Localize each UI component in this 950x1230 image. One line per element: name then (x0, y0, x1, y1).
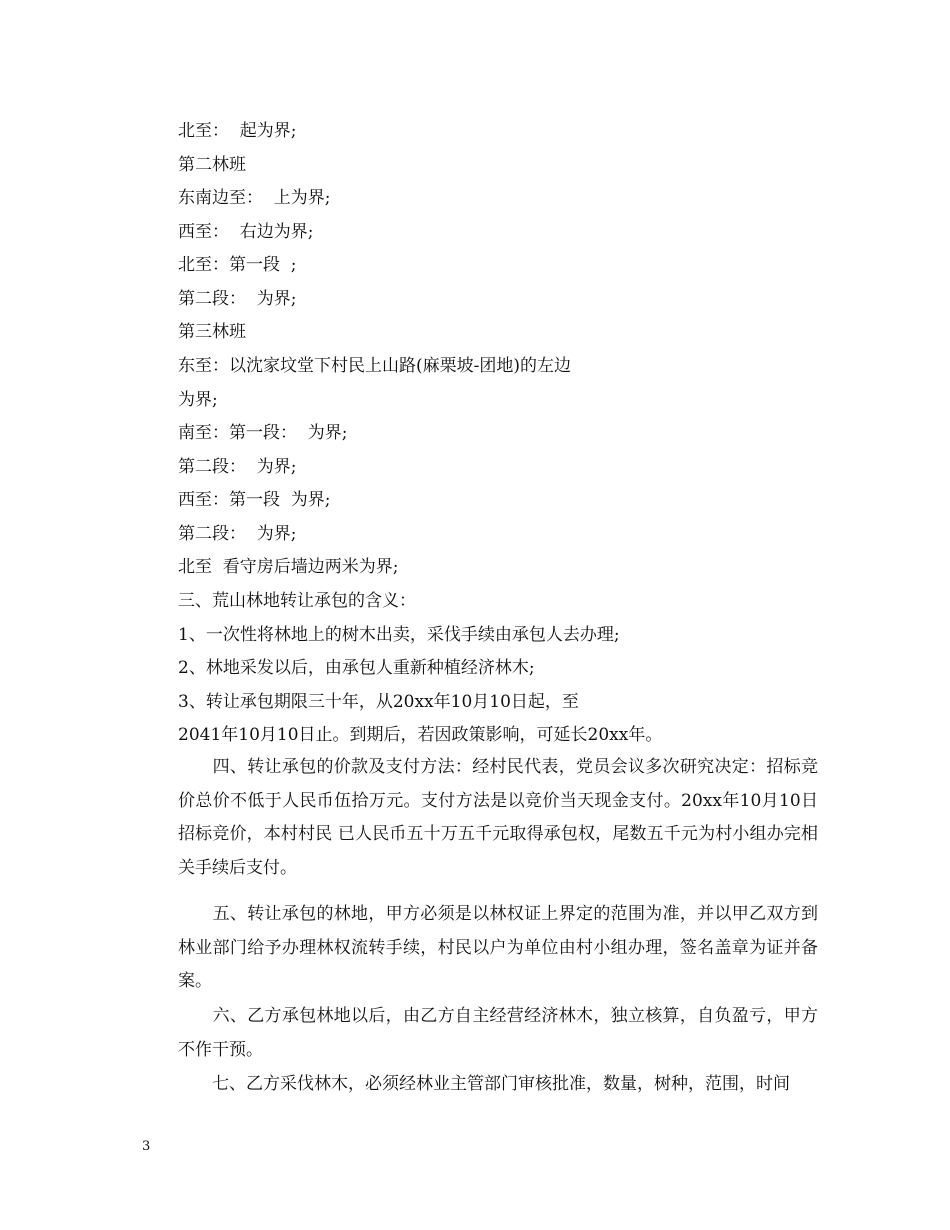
text-line: 第二段： 为界; (178, 289, 297, 309)
text-line: 为界; (178, 390, 218, 410)
paragraph-price-payment: 四、转让承包的价款及支付方法：经村民代表，党员会议多次研究决定：招标竞价总价不低于人民币伍拾万元。支付方法是以竞价当天现金支付。20xx年10月10日招标竞价，本村村民 已人民币五十万五千元取得承包权，尾数五千元为村小组办完相关手续后支付。 (178, 757, 818, 878)
paragraph-logging-approval: 七、乙方采伐林木，必须经林业主管部门审核批准，数量，树种，范围，时间 (178, 1074, 790, 1094)
text-line: 三、荒山林地转让承包的含义： (178, 591, 416, 611)
text-line: 西至： 右边为界; (178, 222, 314, 242)
text-line: 西至：第一段 为界; (178, 490, 331, 510)
text-line: 东至：以沈家坟堂下村民上山路(麻栗坡-团地)的左边 (178, 356, 572, 376)
text-line: 3、转让承包期限三十年，从20xx年10月10日起，至 (178, 692, 579, 712)
text-line: 北至 看守房后墙边两米为界; (178, 557, 399, 577)
text-line: 2、林地采发以后，由承包人重新种植经济林木; (178, 658, 535, 678)
text-line: 东南边至： 上为界; (178, 188, 331, 208)
text-line: 北至：第一段 ; (178, 255, 297, 275)
text-line: 第二段： 为界; (178, 524, 297, 544)
text-line: 2041年10月10日止。到期后，若因政策影响，可延长20xx年。 (178, 725, 663, 745)
text-line: 第二林班 (178, 155, 246, 175)
text-line: 第三林班 (178, 322, 246, 342)
paragraph-forest-scope: 五、转让承包的林地，甲方必须是以林权证上界定的范围为准，并以甲乙双方到林业部门给予办理林权流转手续，村民以户为单位由村小组办理，签名盖章为证并备案。 (178, 904, 818, 992)
text-line: 南至：第一段： 为界; (178, 423, 348, 443)
text-line: 1、一次性将林地上的树木出卖，采伐手续由承包人去办理; (178, 625, 620, 645)
paragraph-self-management: 六、乙方承包林地以后，由乙方自主经营经济林木，独立核算，自负盈亏，甲方不作干预。 (178, 1006, 818, 1060)
text-line: 北至： 起为界; (178, 121, 297, 141)
page-number: 3 (142, 1139, 151, 1154)
text-line: 第二段： 为界; (178, 457, 297, 477)
